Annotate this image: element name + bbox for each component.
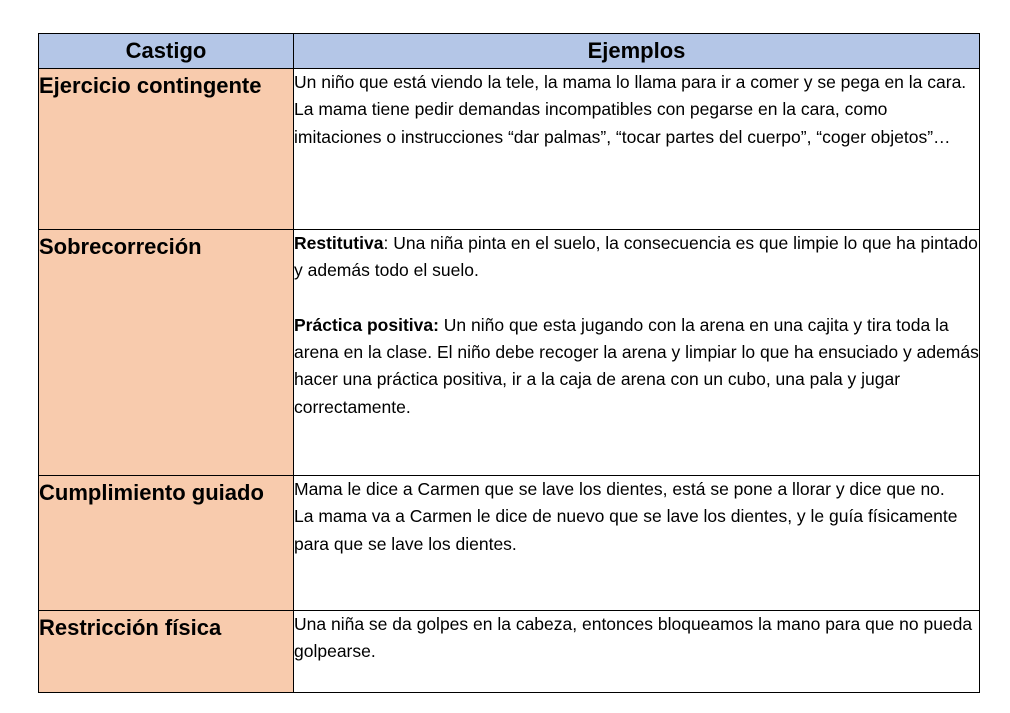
header-ejemplos: Ejemplos [294, 34, 980, 69]
restitutiva-title: Restitutiva [294, 233, 384, 253]
header-castigo: Castigo [39, 34, 294, 69]
example-paragraph: Una niña se da golpes en la cabeza, entonces bloqueamos la mano para que no pueda golpearse. [294, 614, 973, 662]
example-paragraph-practica-positiva [294, 312, 979, 421]
practica-positiva-text: Un niño que esta jugando con la arena en una cajita y tira toda la arena en la clase. El niño debe recoger la arena y limpiar lo que ha ensuciado y además hacer una práctica positiva, ir a la caja de arena con un cubo, una pala y jugar correctamente. [294, 314, 979, 417]
example-paragraph: La mama va a Carmen le dice de nuevo que se lave los dientes, y le guía físicamente para que se lave los dientes. [294, 506, 958, 554]
example-paragraph: Mama le dice a Carmen que se lave los dientes, está se pone a llorar y dice que no. [294, 479, 945, 499]
table-row [39, 611, 980, 693]
table-row [39, 69, 980, 230]
row-examples-cumplimiento-guiado [294, 476, 980, 611]
example-paragraph-restitutiva [294, 230, 979, 285]
restitutiva-colon: : [383, 233, 389, 253]
row-label-restriccion-fisica: Restricción física [39, 611, 294, 693]
restitutiva-text: Una niña pinta en el suelo, la consecuencia es que limpie lo que ha pintado y además todo el suelo. [294, 233, 978, 281]
row-label-cumplimiento-guiado: Cumplimiento guiado [39, 476, 294, 611]
row-examples-restriccion-fisica [294, 611, 980, 693]
row-examples-sobrecorrecion [294, 230, 980, 476]
practica-positiva-title: Práctica positiva: [294, 314, 439, 335]
punishments-table [38, 33, 980, 693]
example-paragraph: La mama tiene pedir demandas incompatibles con pegarse en la cara, como imitaciones o instrucciones “dar palmas”, “tocar partes del cuerpo”, “coger objetos”… [294, 99, 951, 147]
table-row [39, 476, 980, 611]
header-row [39, 34, 980, 69]
row-examples-ejercicio-contingente [294, 69, 980, 230]
row-label-sobrecorrecion: Sobrecorreción [39, 230, 294, 476]
table-row [39, 230, 980, 476]
example-paragraph: Un niño que está viendo la tele, la mama lo llama para ir a comer y se pega en la cara. [294, 72, 967, 92]
row-label-ejercicio-contingente: Ejercicio contingente [39, 69, 294, 230]
